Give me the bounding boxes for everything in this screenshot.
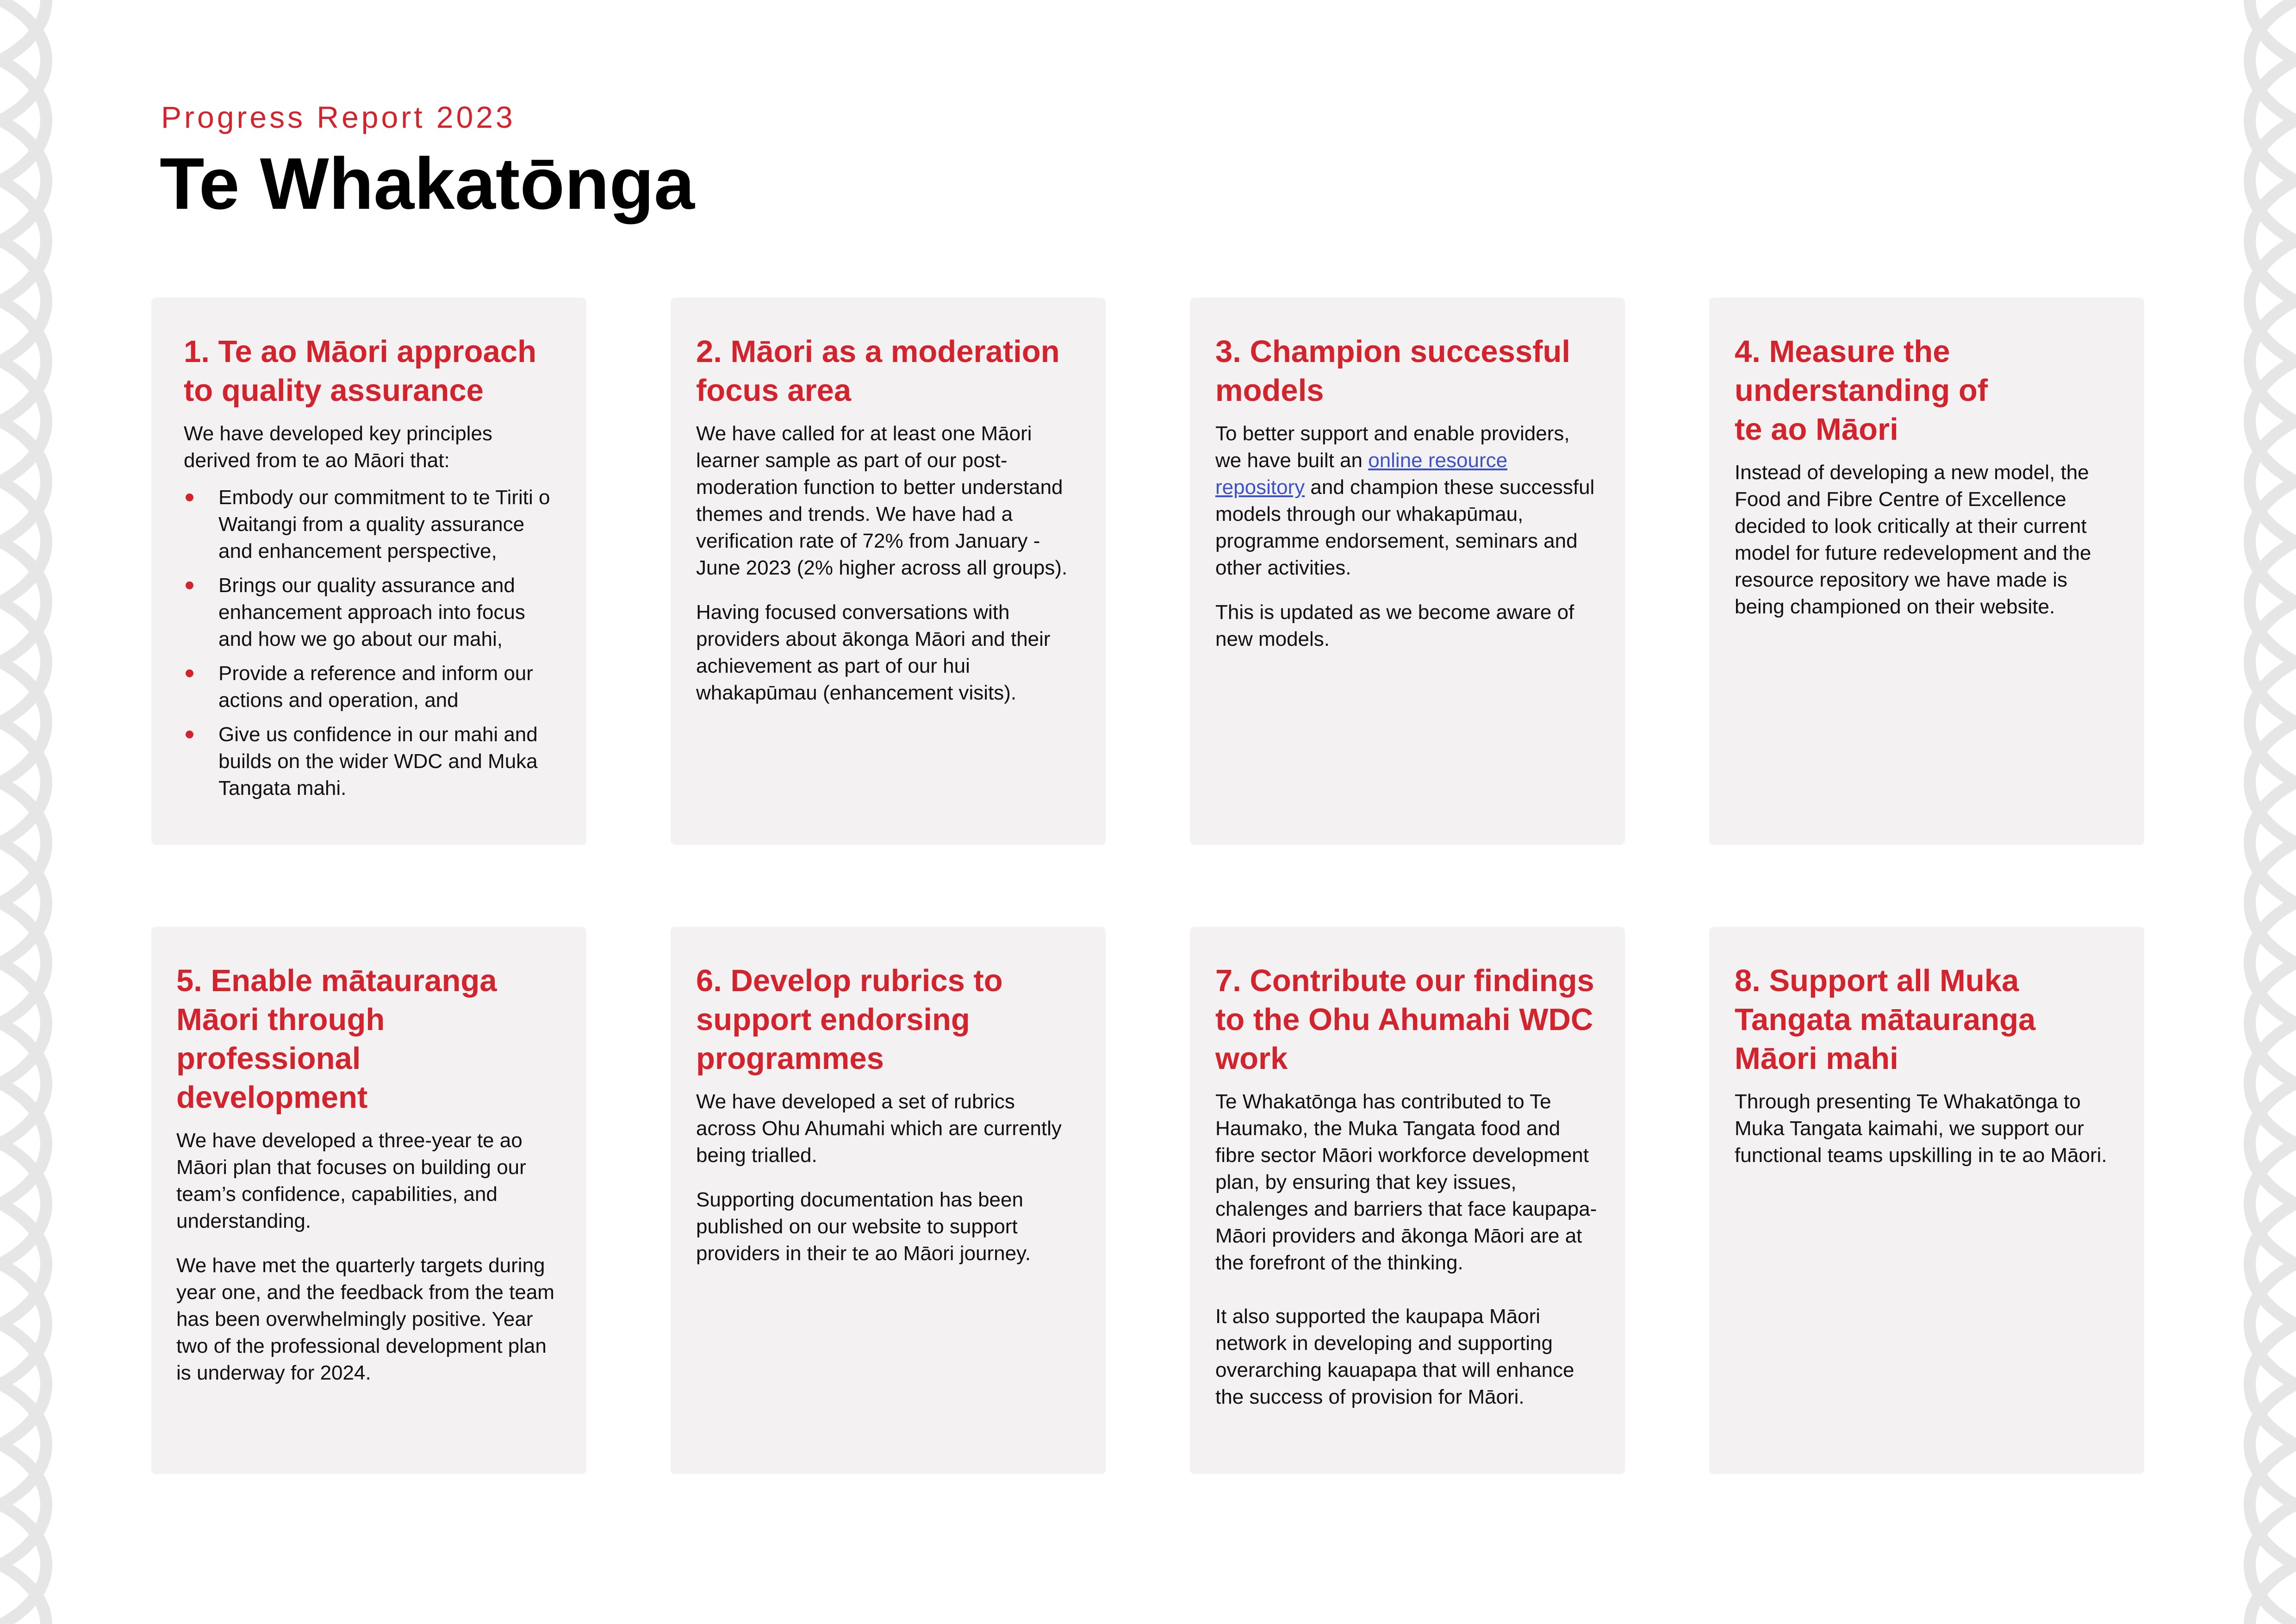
card-heading: 3. Champion successful models [1215, 334, 1570, 408]
left-braid-pattern [0, 0, 88, 1624]
principles-list [184, 484, 560, 802]
card-1 [151, 298, 586, 845]
card-heading: 6. Develop rubrics to support endorsing programmes [696, 963, 1003, 1076]
card-paragraph: Te Whakatōnga has contributed to Te Haumako, the Muka Tangata food and fibre sector Māori workforce development plan, by ensuring that key issues, chalenges and barriers that face kaupapa-Māori providers and ākonga Māori are at the forefront of the thinking. [1215, 1090, 1597, 1274]
card-heading: 7. Contribute our findings to the Ohu Ahumahi WDC work [1215, 963, 1594, 1076]
card-paragraph: To better support and enable providers, we have built an online resource repository and champion these successful models through our whakapūmau, programme endorsement, seminars and other activities. [1215, 422, 1595, 579]
card-3 [1190, 298, 1625, 845]
bullet-icon [186, 581, 193, 589]
card-paragraph: This is updated as we become aware of new models. [1215, 601, 1574, 650]
online-resource-repository-link[interactable]: online resource repository [1215, 449, 1508, 499]
report-kicker: Progress Report 2023 [161, 100, 516, 134]
bullet-icon [186, 731, 193, 738]
card-heading: 5. Enable mātauranga Māori through professional development [176, 963, 497, 1115]
card-paragraph: Through presenting Te Whakatōnga to Muka Tangata kaimahi, we support our functional teams upskilling in te ao Māori. [1735, 1090, 2107, 1167]
card-5 [151, 927, 586, 1474]
card-heading: 4. Measure the understanding of te ao Māori [1735, 334, 1988, 447]
page-title: Te Whakatōnga [160, 143, 695, 225]
card-paragraph: We have developed a set of rubrics across Ohu Ahumahi which are currently being trialled. [696, 1090, 1062, 1167]
card-heading: 1. Te ao Māori approach to quality assurance [184, 334, 536, 408]
list-item: Provide a reference and inform our actions and operation, and [184, 660, 560, 714]
right-braid-pattern [2208, 0, 2296, 1624]
card-8 [1709, 927, 2144, 1474]
card-4 [1709, 298, 2144, 845]
bullet-icon [186, 669, 193, 677]
card-paragraph: It also supported the kaupapa Māori network in developing and supporting overarching kauapapa that will enhance the success of provision for Māori. [1215, 1305, 1574, 1408]
list-item: Embody our commitment to te Tiriti o Waitangi from a quality assurance and enhancement perspective, [184, 484, 560, 565]
card-6 [671, 927, 1106, 1474]
card-paragraph: We have developed a three-year te ao Māori plan that focuses on building our team’s confidence, capabilities, and understanding. [176, 1129, 526, 1232]
card-paragraph: We have met the quarterly targets during year one, and the feedback from the team has been overwhelmingly positive. Year two of the professional development plan is underway for 2024. [176, 1254, 554, 1384]
card-heading: 2. Māori as a moderation focus area [696, 334, 1060, 408]
card-paragraph: We have called for at least one Māori learner sample as part of our post-moderation function to better understand themes and trends. We have had a verification rate of 72% from January - June 2023 (2% higher across all groups). [696, 422, 1068, 579]
list-item: Give us confidence in our mahi and builds on the wider WDC and Muka Tangata mahi. [184, 721, 560, 802]
card-paragraph: Instead of developing a new model, the Food and Fibre Centre of Excellence decided to look critically at their current model for future redevelopment and the resource repository we have made is being championed on their website. [1735, 461, 2091, 618]
card-2 [671, 298, 1106, 845]
list-item: Brings our quality assurance and enhancement approach into focus and how we go about our mahi, [184, 572, 560, 653]
card-heading: 8. Support all Muka Tangata mātauranga Māori mahi [1735, 963, 2036, 1076]
card-intro: We have developed key principles derived from te ao Māori that: [184, 422, 492, 472]
bullet-icon [186, 493, 193, 501]
card-paragraph: Having focused conversations with providers about ākonga Māori and their achievement as part of our hui whakapūmau (enhancement visits). [696, 601, 1051, 704]
card-7 [1190, 927, 1625, 1474]
card-paragraph: Supporting documentation has been published on our website to support providers in their te ao Māori journey. [696, 1188, 1031, 1265]
